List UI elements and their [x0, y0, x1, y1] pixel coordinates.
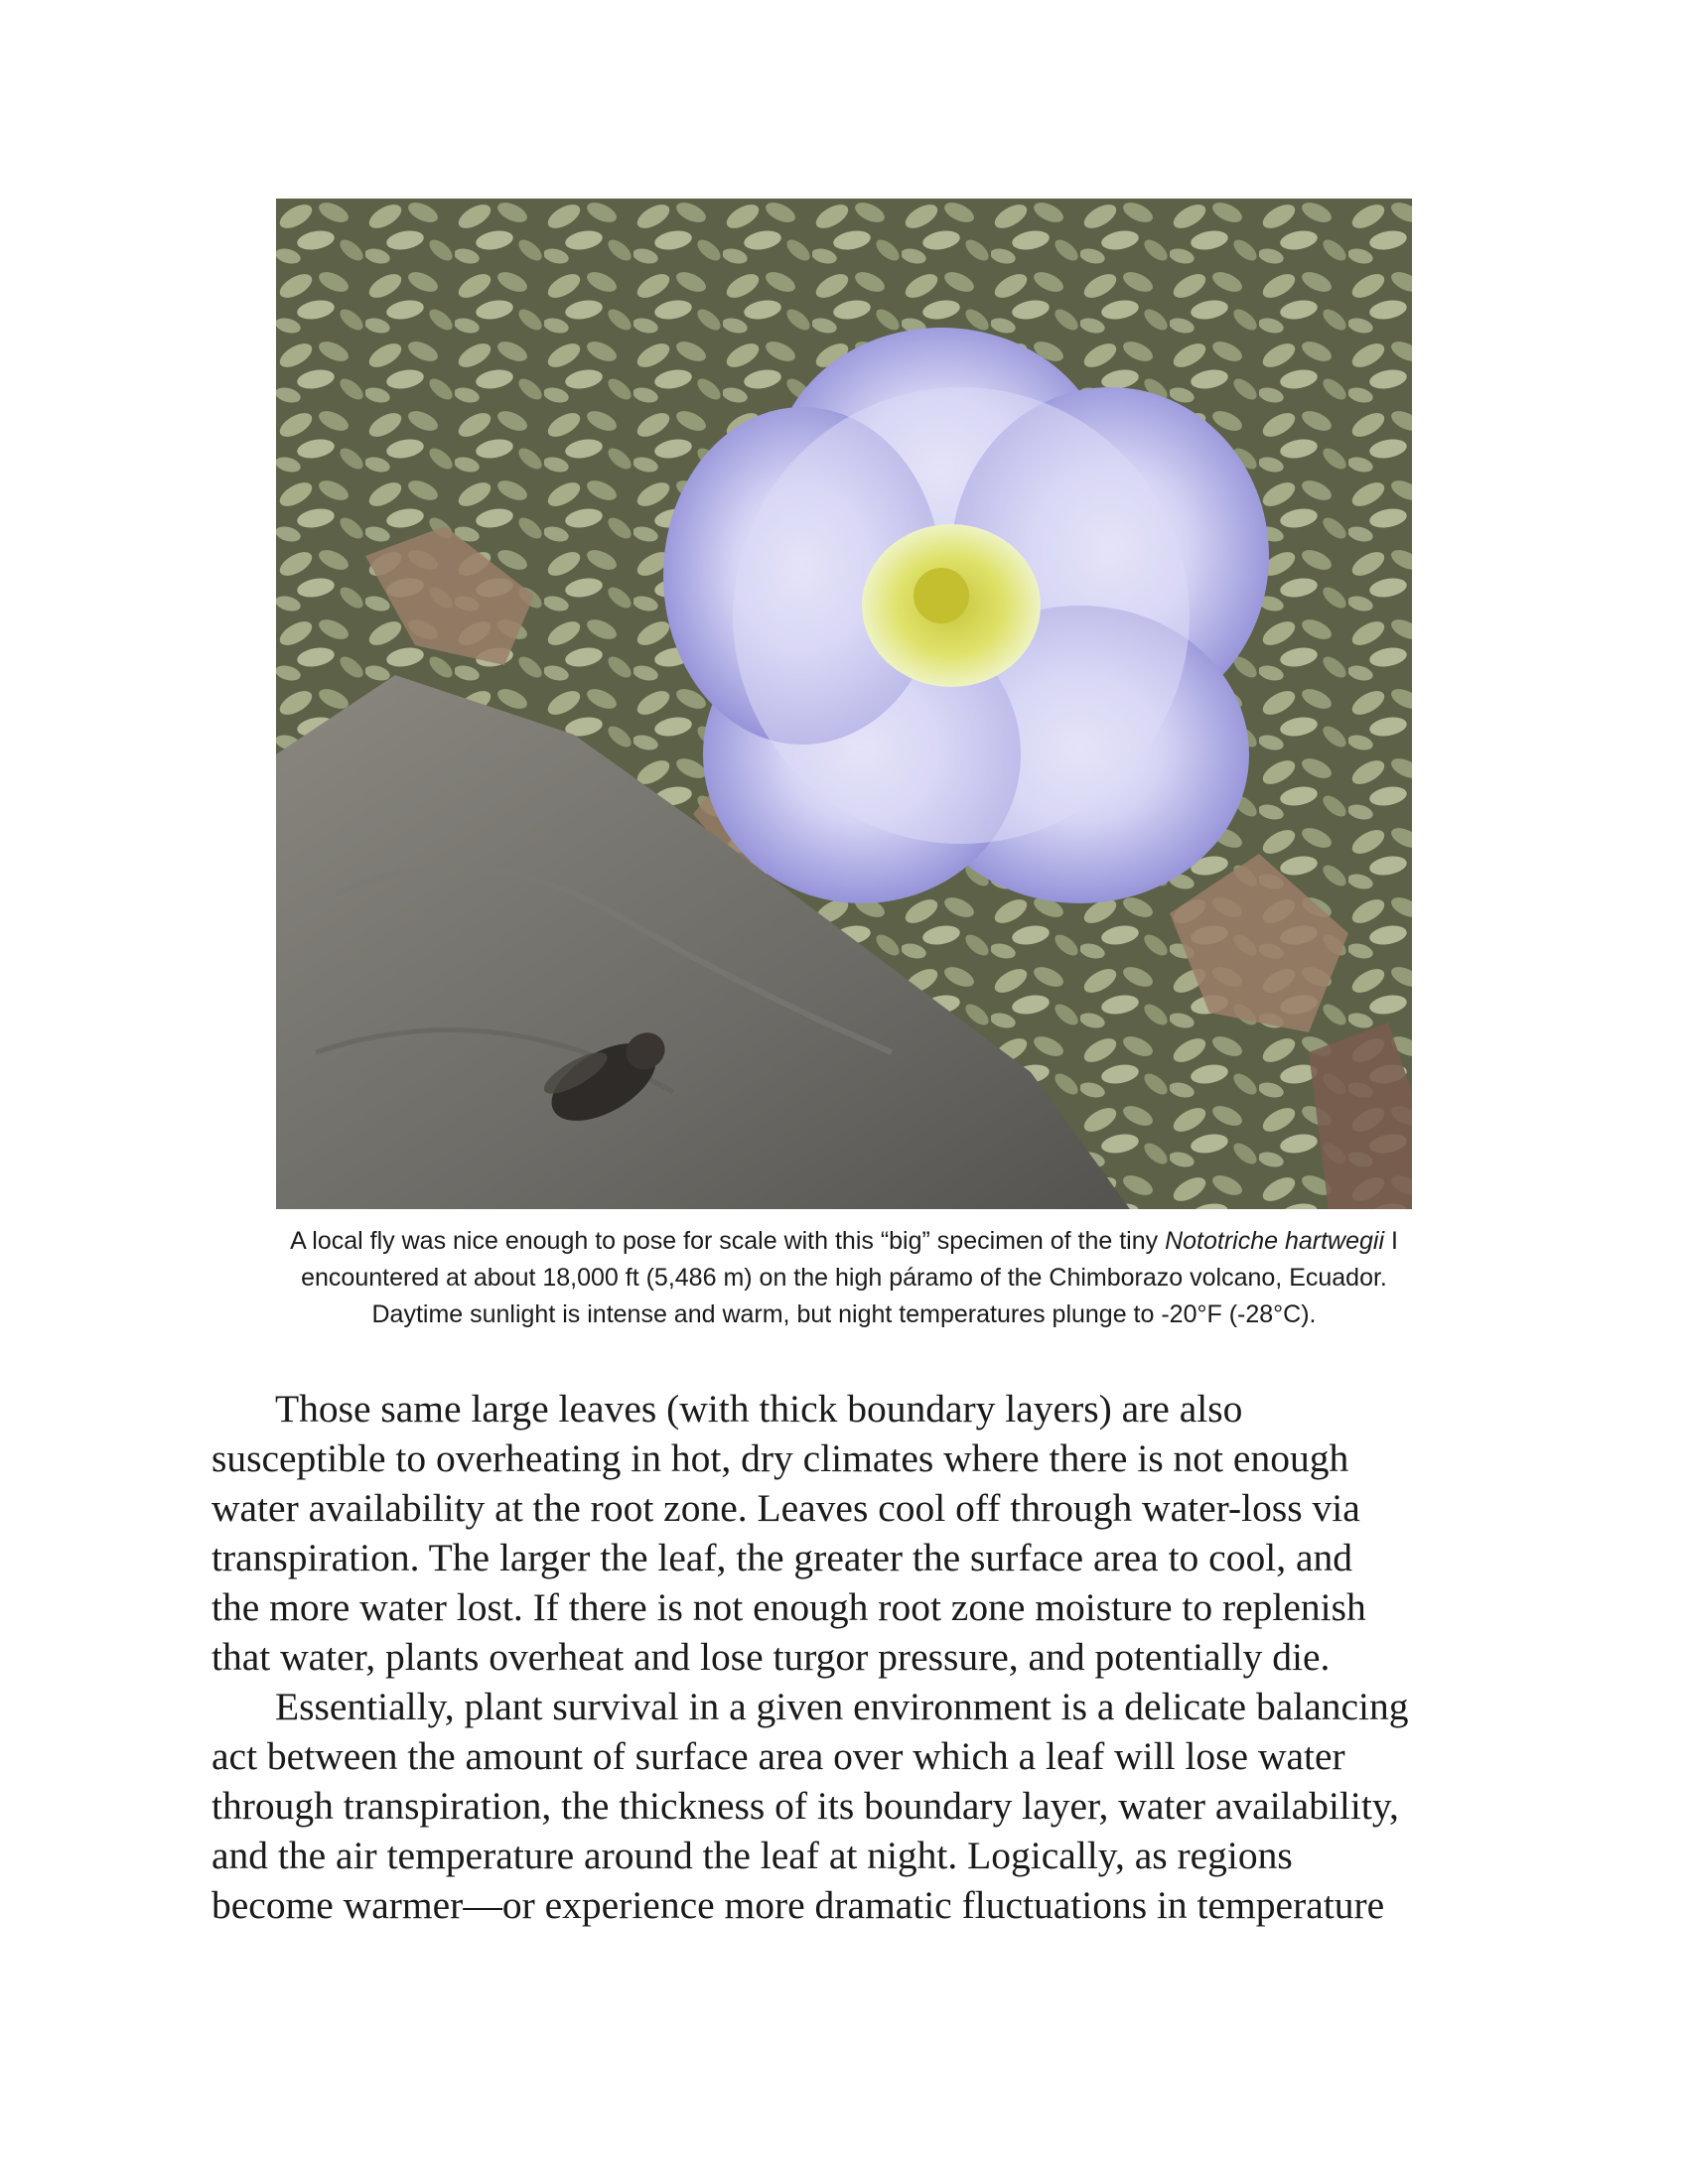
caption-line-1: A local fly was nice enough to pose for scale with this “big” specimen of the tiny Nototriche hartwegii I: [290, 1227, 1398, 1255]
paragraph-2-line: and the air temperature around the leaf at night. Logically, as regions: [211, 1834, 1293, 1877]
paragraph-2-line: Essentially, plant survival in a given environment is a delicate balancing: [275, 1685, 1409, 1728]
flower-photo: [276, 199, 1412, 1209]
paragraph-1-line: the more water lost. If there is not enough root zone moisture to replenish: [211, 1585, 1366, 1629]
paragraph-1-line: susceptible to overheating in hot, dry climates where there is not enough: [211, 1436, 1349, 1480]
figure-caption: [199, 1223, 1489, 1333]
paragraph-1-line: water availability at the root zone. Leaves cool off through water-loss via: [211, 1486, 1360, 1530]
paragraph-1-line: Those same large leaves (with thick boundary layers) are also: [275, 1387, 1243, 1431]
body-text: [211, 1384, 1502, 1930]
flower-photo-illustration: [276, 199, 1412, 1209]
species-name: Nototriche hartwegii: [1165, 1227, 1385, 1255]
caption-line-2: encountered at about 18,000 ft (5,486 m) on the high páramo of the Chimborazo volcano, Ecuador.: [301, 1264, 1387, 1292]
paragraph-2-line: through transpiration, the thickness of its boundary layer, water availability,: [211, 1784, 1399, 1828]
paragraph-1-line: that water, plants overheat and lose turgor pressure, and potentially die.: [211, 1635, 1331, 1679]
paragraph-1-line: transpiration. The larger the leaf, the greater the surface area to cool, and: [211, 1536, 1352, 1579]
paragraph-2-line: act between the amount of surface area over which a leaf will lose water: [211, 1734, 1345, 1778]
caption-line-3: Daytime sunlight is intense and warm, but night temperatures plunge to -20°F (-28°C).: [371, 1300, 1317, 1328]
paragraph-2-line: become warmer—or experience more dramatic fluctuations in temperature: [211, 1883, 1385, 1927]
